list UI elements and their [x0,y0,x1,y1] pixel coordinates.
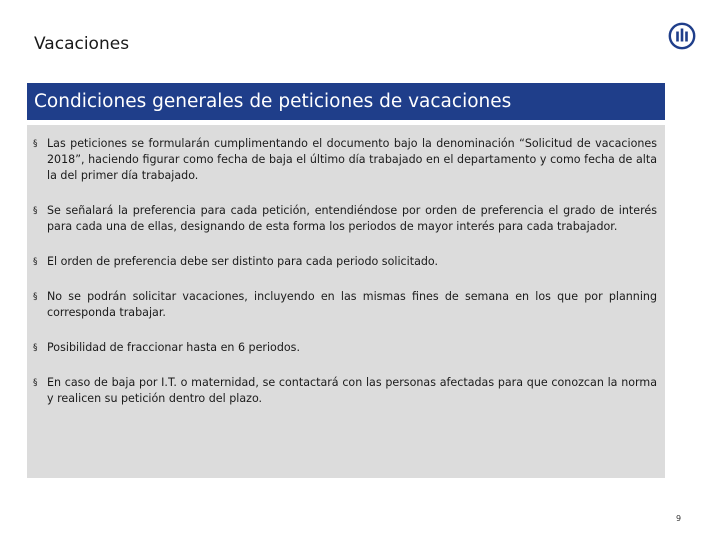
bullet-icon: § [33,292,38,302]
bullet-text: Se señalará la preferencia para cada petición, entendiéndose por orden de preferencia el grado de interés para cada una de ellas, designando de esta forma los periodos de mayor interés para cada trabajador. [47,204,657,233]
banner-title: Condiciones generales de peticiones de vacaciones [34,91,512,112]
list-item [33,289,657,321]
list-item [33,136,657,184]
page-number: 9 [676,514,682,523]
bullet-text: En caso de baja por I.T. o maternidad, se contactará con las personas afectadas para que conozcan la norma y realicen su petición dentro del plazo. [47,376,657,405]
bullet-text: Las peticiones se formularán cumplimentando el documento bajo la denominación “Solicitud de vacaciones 2018”, haciendo figurar como fecha de baja el último día trabajado en el departamento y como fecha de alta la del primer día trabajado. [47,137,657,182]
list-item [33,254,657,270]
list-item [33,340,657,356]
bullet-icon: § [33,206,38,216]
list-item [33,375,657,407]
section-banner [27,83,665,120]
bullet-text: El orden de preferencia debe ser distinto para cada periodo solicitado. [47,255,439,268]
page-title: Vacaciones [34,34,130,54]
bullet-icon: § [33,343,38,353]
content-panel [27,125,665,478]
bullet-text: Posibilidad de fraccionar hasta en 6 periodos. [47,341,300,354]
bullet-text: No se podrán solicitar vacaciones, incluyendo en las mismas fines de semana en los que por planning corresponda trabajar. [47,290,657,319]
bullet-icon: § [33,378,38,388]
bullet-icon: § [33,257,38,267]
allianz-eagle-logo-icon [668,22,696,50]
bullet-list [33,136,657,407]
list-item [33,203,657,235]
bullet-icon: § [33,139,38,149]
